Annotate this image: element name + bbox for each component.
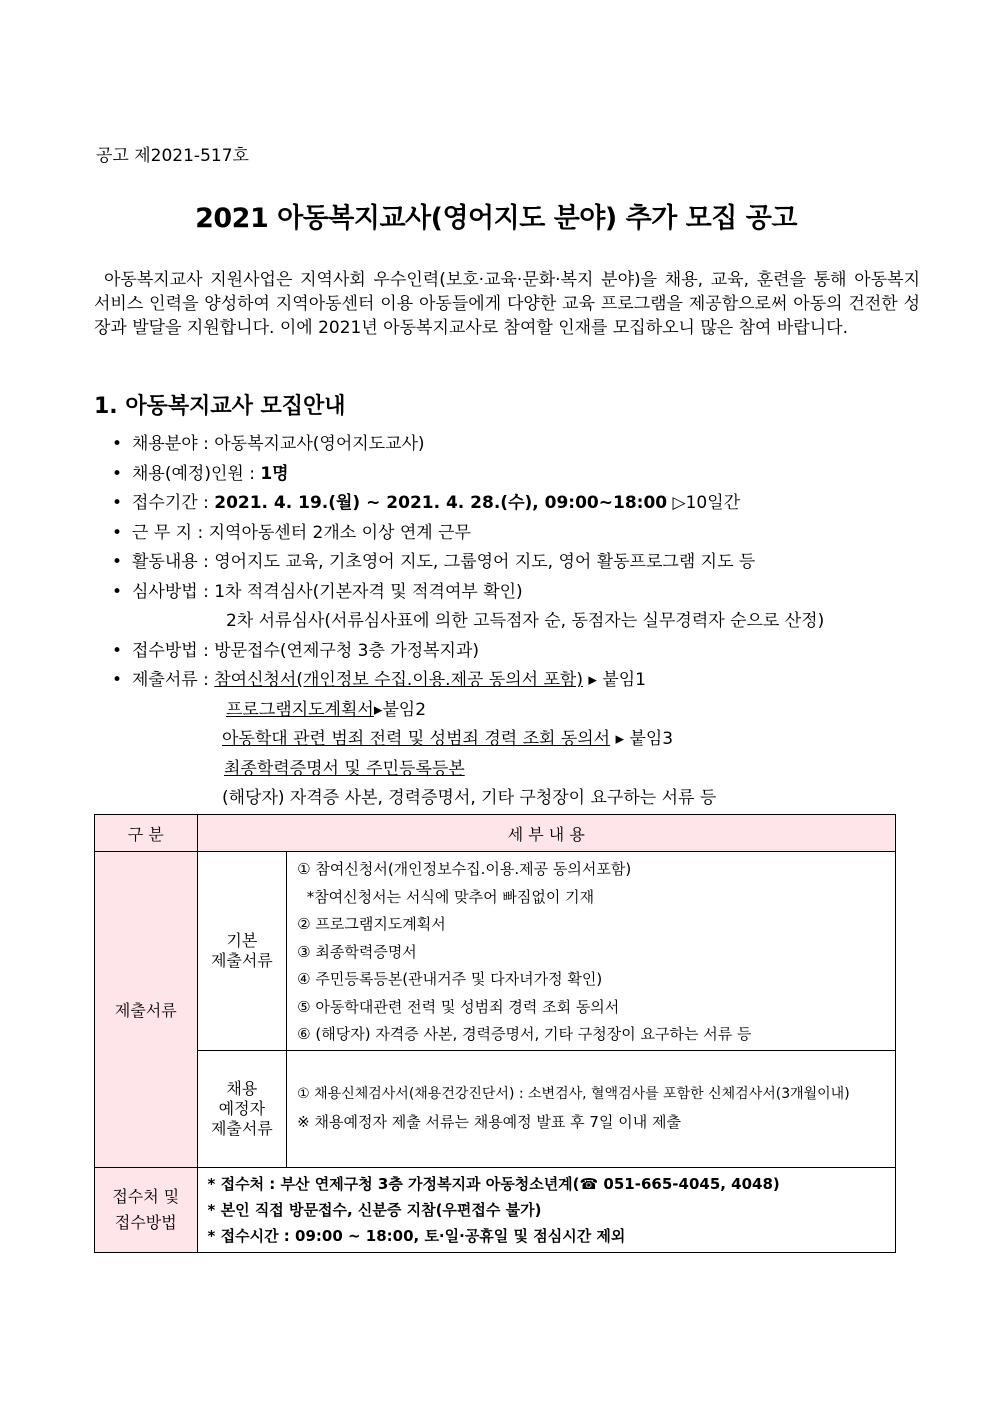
item-key: 제출서류 :: [132, 670, 215, 690]
page-title: 2021 아동복지교사(영어지도 분야) 추가 모집 공고: [195, 203, 797, 234]
table-header-row: [95, 815, 896, 852]
item-continuation: [112, 755, 912, 785]
row-label-reception: 접수처 및 접수방법: [95, 1168, 198, 1253]
item-key: 활동내용 :: [132, 552, 215, 572]
document-name: 최종학력증명서 및 주민등록등본: [224, 758, 465, 779]
item-value: 1명: [260, 463, 289, 484]
item-value: 2021. 4. 19.(월) ~ 2021. 4. 28.(수), 09:00~18:00: [214, 493, 668, 513]
item-value: 아동복지교사(영어지도교사): [214, 434, 425, 454]
list-item: * 접수처 : 부산 연제구청 3층 가정복지과 아동청소년계(☎ 051-665-4045, 4048): [207, 1175, 780, 1193]
table-row: [95, 852, 896, 1051]
list-item: ① 참여신청서(개인정보수집.이용.제공 동의서포함): [297, 860, 632, 878]
item-continuation: 2차 서류심사(서류심사표에 의한 고득점자 순, 동점자는 실무경력자 순으로 산정): [226, 611, 825, 631]
item-key: 접수기간 :: [132, 493, 215, 513]
list-item: • 근 무 지 : 지역아동센터 2개소 이상 연계 근무: [112, 522, 471, 543]
list-item: ⑥ (해당자) 자격증 사본, 경력증명서, 기타 구청장이 요구하는 서류 등: [297, 1025, 752, 1043]
notice-number: 공고 제2021-517호: [96, 146, 249, 166]
item-continuation: (해당자) 자격증 사본, 경력증명서, 기타 구청장이 요구하는 서류 등: [222, 788, 717, 808]
list-item: • 제출서류 : 참여신청서(개인정보 수집.이용.제공 동의서 포함) ▸ 붙임1: [112, 670, 646, 690]
list-item: ※ 채용예정자 제출 서류는 채용예정 발표 후 7일 이내 제출: [297, 1112, 681, 1131]
basic-docs-label: 기본 제출서류: [197, 852, 287, 1051]
document-name: 프로그램지도계획서: [226, 699, 374, 720]
column-header: 세 부 내 용: [197, 815, 895, 852]
list-item: • 활동내용 : 영어지도 교육, 기초영어 지도, 그룹영어 지도, 영어 활동프로그램 지도 등: [112, 552, 756, 572]
list-item: * 접수시간 : 09:00 ~ 18:00, 토·일·공휴일 및 점심시간 제외: [207, 1227, 626, 1245]
table-row: [95, 1051, 896, 1168]
item-key: 심사방법 :: [132, 581, 215, 602]
recruitment-info-list: [112, 430, 912, 814]
hire-docs-label: 채용 예정자 제출서류: [197, 1051, 287, 1168]
item-key: 근 무 지 :: [132, 522, 209, 543]
attachment-note: ▸붙임2: [373, 699, 427, 720]
item-key: 채용(예정)인원 :: [132, 463, 261, 484]
item-key: 채용분야 :: [132, 434, 215, 454]
basic-docs-list: [287, 852, 896, 1051]
list-item: ④ 주민등록등본(관내거주 및 다자녀가정 확인): [297, 970, 603, 988]
list-item: • 채용분야 : 아동복지교사(영어지도교사): [112, 434, 425, 454]
document-name: 참여신청서(개인정보 수집.이용.제공 동의서 포함): [214, 670, 583, 690]
table-row: [95, 1168, 896, 1253]
list-item: • 접수방법 : 방문접수(연제구청 3층 가정복지과): [112, 640, 480, 661]
list-item: ② 프로그램지도계획서: [297, 915, 446, 933]
item-value: 방문접수(연제구청 3층 가정복지과): [214, 640, 480, 661]
item-note: ▷10일간: [667, 493, 741, 513]
column-header: 구 분: [95, 815, 198, 852]
attachment-note: ▸ 붙임1: [582, 670, 646, 690]
document-name: 아동학대 관련 범죄 전력 및 성범죄 경력 조회 동의서: [222, 729, 611, 749]
list-item: * 본인 직접 방문접수, 신분증 지참(우편접수 불가): [207, 1201, 542, 1219]
item-value: 지역아동센터 2개소 이상 연계 근무: [208, 522, 471, 543]
intro-paragraph: 아동복지교사 지원사업은 지역사회 우수인력(보호·교육·문화·복지 분야)을 채용, 교육, 훈련을 통해 아동복지 서비스 인력을 양성하여 지역아동센터 이용 아동들에게 다양한 교육 프로그램을 제공함으로써 아동의 건전한 성장과 발달을 지원합니다. 이에 2021년 아동복지교사로 참여할 인재를 모집하오니 많은 참여 바랍니다.: [94, 270, 920, 338]
row-label-docs: 제출서류: [95, 852, 198, 1168]
list-item: *참여신청서는 서식에 맞추어 빠짐없이 기재: [297, 887, 595, 906]
item-continuation: [112, 696, 912, 726]
list-item: ⑤ 아동학대관련 전력 및 성범죄 경력 조회 동의서: [297, 997, 620, 1016]
item-key: 접수방법 :: [132, 640, 215, 661]
hire-docs-list: [287, 1051, 896, 1168]
list-item: • 심사방법 : 1차 적격심사(기본자격 및 적격여부 확인): [112, 581, 523, 602]
section-heading: 1. 아동복지교사 모집안내: [94, 394, 346, 419]
list-item: • 접수기간 : 2021. 4. 19.(월) ~ 2021. 4. 28.(수), 09:00~18:00 ▷10일간: [112, 493, 741, 513]
list-item: ③ 최종학력증명서: [297, 942, 417, 961]
submission-table: [94, 814, 896, 1253]
item-value: 1차 적격심사(기본자격 및 적격여부 확인): [214, 581, 523, 602]
list-item: • 채용(예정)인원 : 1명: [112, 463, 289, 484]
item-value: 영어지도 교육, 기초영어 지도, 그룹영어 지도, 영어 활동프로그램 지도 등: [214, 552, 756, 572]
attachment-note: ▸ 붙임3: [610, 729, 674, 749]
reception-info: [197, 1168, 895, 1253]
item-continuation: [112, 725, 912, 755]
list-item: ① 채용신체검사서(채용건강진단서) : 소변검사, 혈액검사를 포함한 신체검사서(3개월이내): [297, 1086, 850, 1102]
